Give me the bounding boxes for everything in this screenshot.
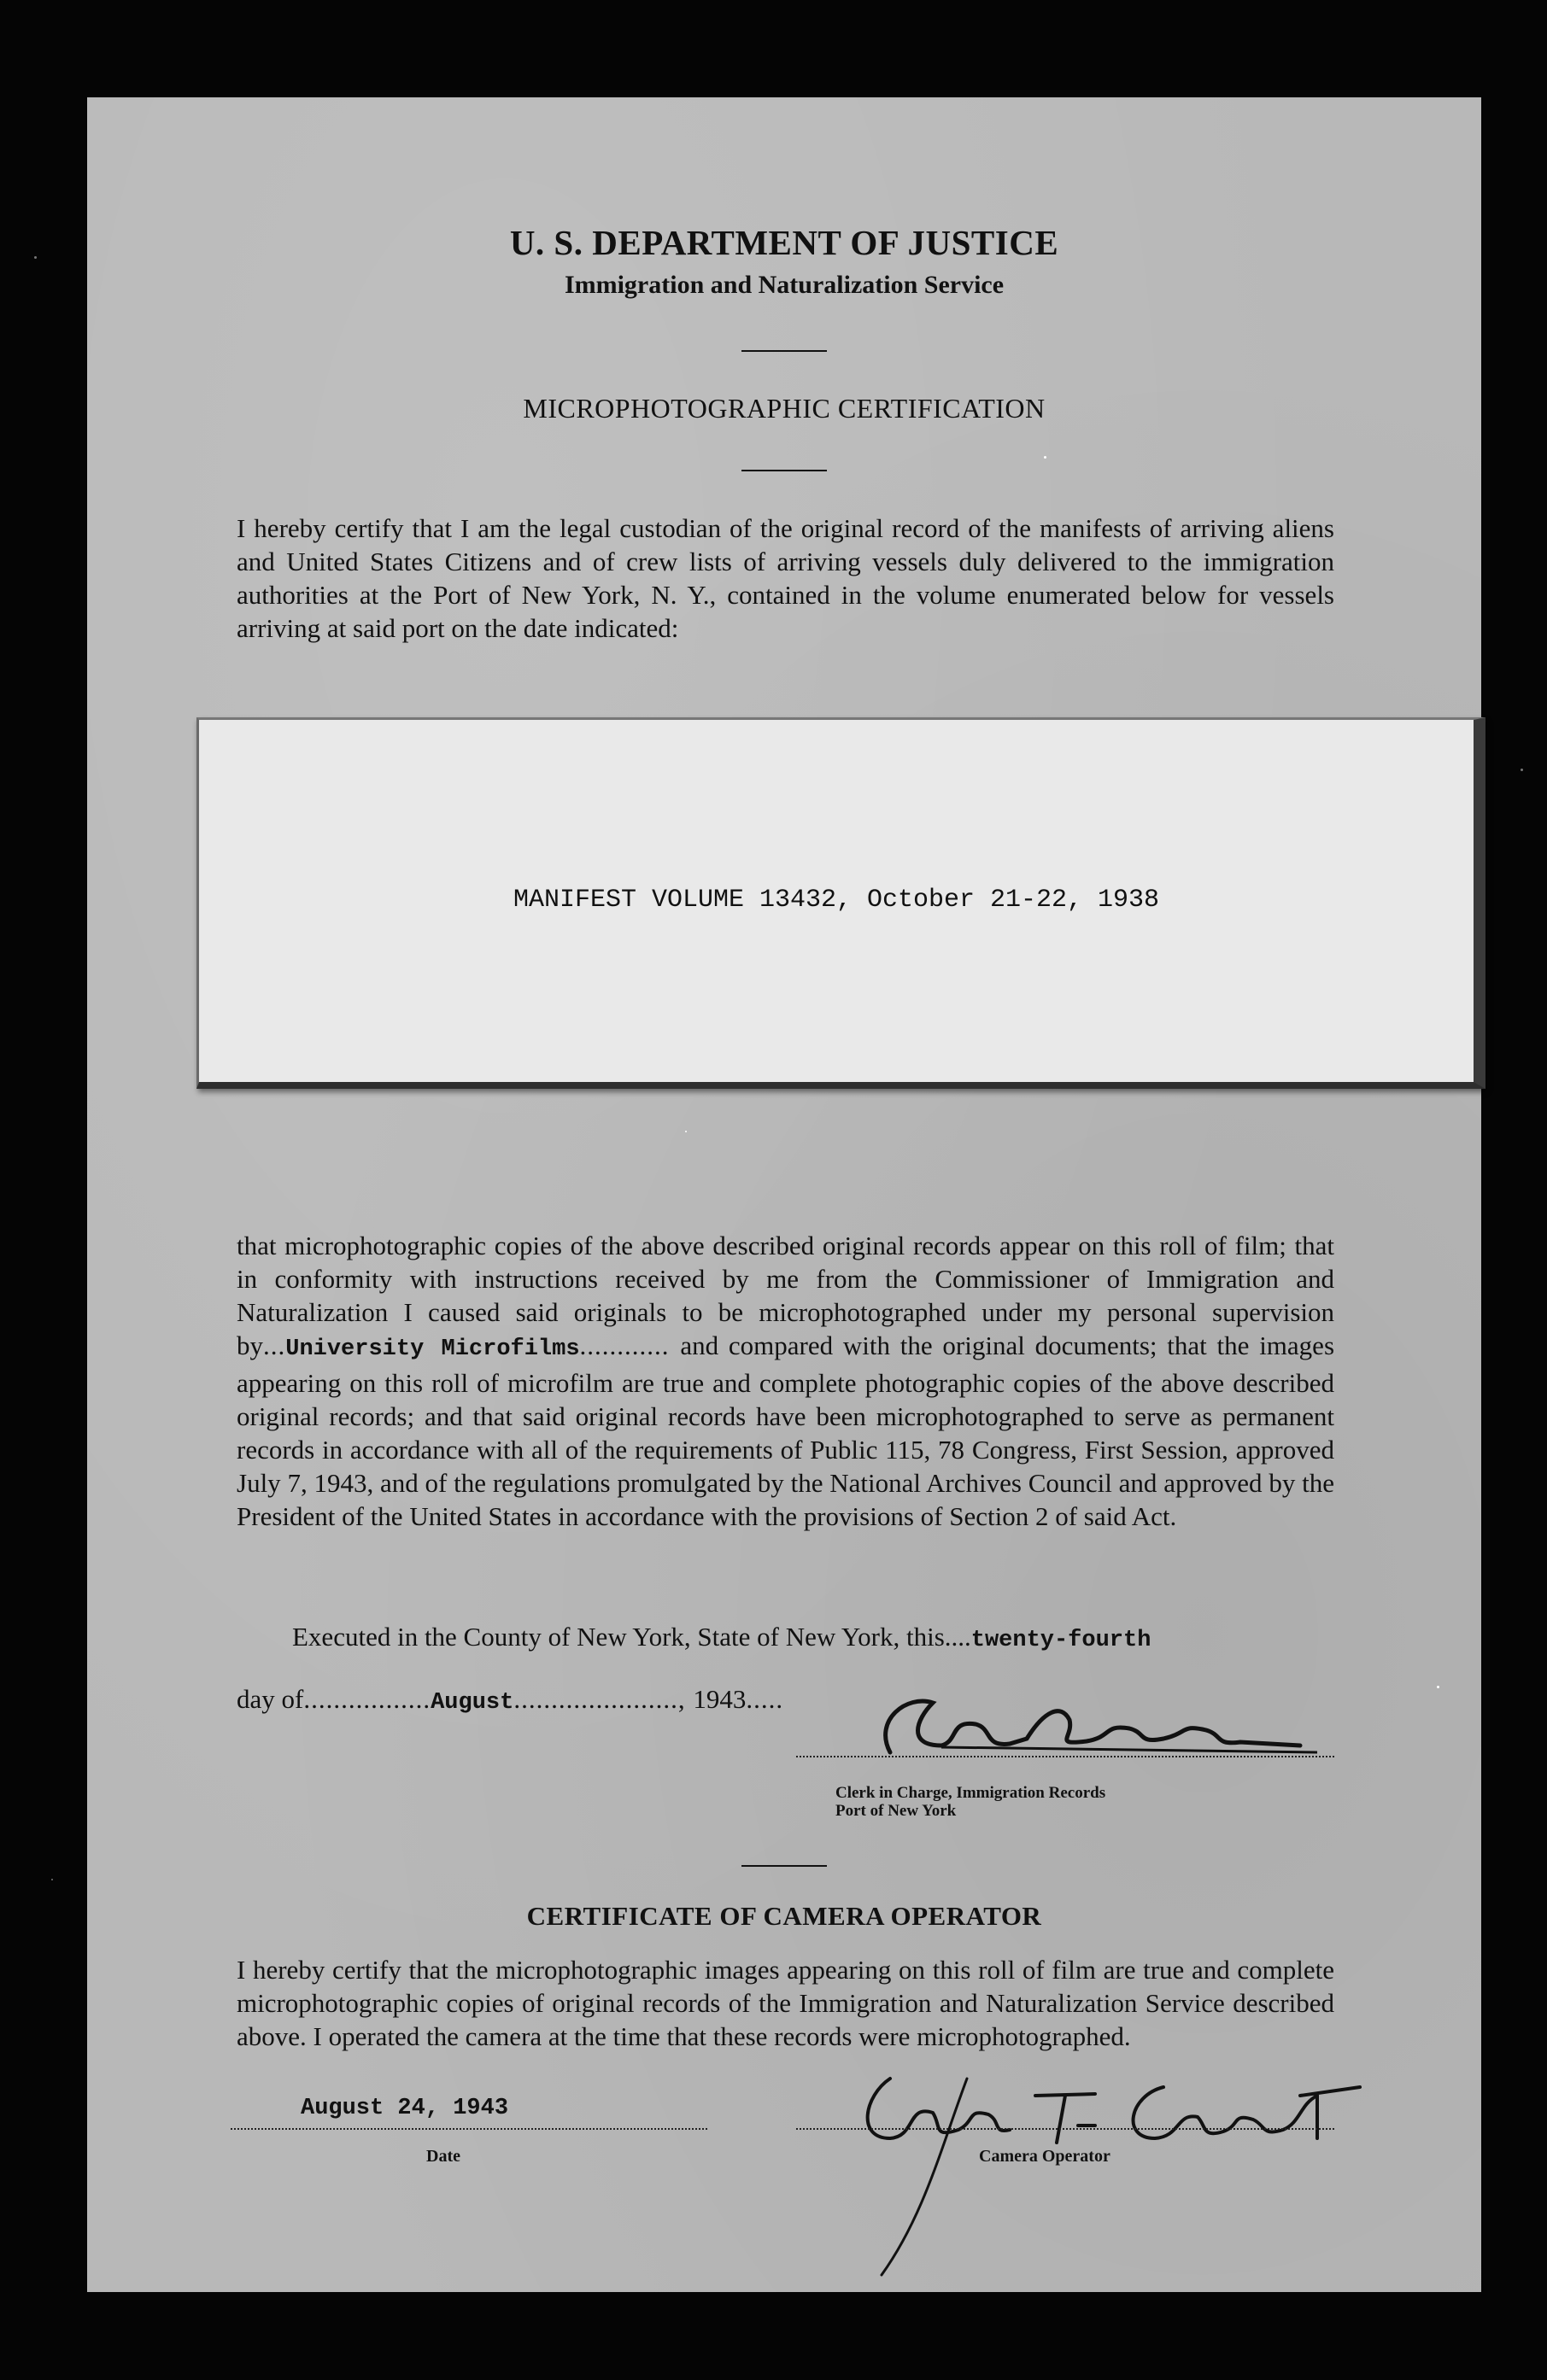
signature-line <box>796 1756 1334 1757</box>
microfilm-statement <box>237 1229 1334 1533</box>
record-slip <box>196 717 1485 1089</box>
signature-stroke <box>886 1701 1300 1752</box>
dotted-leader: ............ <box>579 1330 681 1360</box>
execution-year: 1943 <box>693 1684 747 1714</box>
execution-line <box>292 1622 1151 1653</box>
microfilm-company: University Microfilms <box>285 1336 580 1362</box>
film-speck <box>34 256 37 259</box>
film-speck <box>1044 456 1046 459</box>
film-speck <box>1437 1686 1439 1688</box>
execution-prefix: Executed in the County of New York, State of New York, this.... <box>292 1622 971 1652</box>
film-speck <box>51 1879 53 1880</box>
signature-stroke <box>1134 2087 1360 2138</box>
film-speck <box>1521 769 1523 771</box>
clerk-signature <box>856 1686 1334 1763</box>
operator-signature-line <box>796 2128 1334 2130</box>
dotted-leader: ......................, <box>513 1684 694 1714</box>
clerk-title-line2: Port of New York <box>835 1802 957 1820</box>
day-of-line <box>237 1684 783 1716</box>
camera-operator-statement: I hereby certify that the microphotographic images appearing on this roll of film are true and complete microphotographic copies of original records of the Immigration and Naturalization Service described above. I operated the camera at the time that these records were microphotographed. <box>237 1955 1334 2051</box>
day-of-label: day of <box>237 1684 304 1714</box>
date-label: Date <box>426 2147 460 2166</box>
dotted-leader: ..... <box>746 1684 784 1714</box>
camera-operator-heading: CERTIFICATE OF CAMERA OPERATOR <box>526 1901 1042 1931</box>
dotted-leader: ................. <box>303 1684 431 1714</box>
camera-operator-signature <box>839 2044 1368 2301</box>
divider <box>741 350 827 352</box>
signature-stroke <box>1035 2094 1095 2143</box>
clerk-title-line1: Clerk in Charge, Immigration Records <box>835 1784 1106 1802</box>
signature-underline <box>941 1747 1317 1752</box>
department-title: U. S. DEPARTMENT OF JUSTICE <box>509 223 1059 262</box>
certification-date: August 24, 1943 <box>301 2096 509 2121</box>
custodian-statement: I hereby certify that I am the legal custodian of the original record of the manifests of arriving aliens and United States Citizens and of crew lists of arriving vessels duly delivered to the immigration authorities at the Port of New York, N. Y., contained in the volume enumerated below for vessels arriving at said port on the date indicated: <box>237 513 1334 643</box>
signature-stroke <box>882 2079 967 2275</box>
certification-heading: MICROPHOTOGRAPHIC CERTIFICATION <box>523 393 1046 424</box>
camera-operator-label: Camera Operator <box>979 2147 1110 2166</box>
statement-part2: and compared with the original documents; that the images appearing on this roll of microfilm are true and complete photographic copies of the above described original records; and that said original records have been microphotographed to serve as permanent records in accordance with all of the requirements of Public 115, 78 Congress, First Session, approved July 7, 1943, and of the regulations promulgated by the National Archives Council and approved by the President of the United States in accordance with the provisions of Section 2 of said Act. <box>237 1330 1335 1531</box>
execution-day: twenty-fourth <box>970 1628 1151 1653</box>
dotted-leader: ... <box>263 1330 286 1360</box>
service-subtitle: Immigration and Naturalization Service <box>564 271 1005 299</box>
divider <box>741 1865 827 1867</box>
date-line <box>231 2128 707 2130</box>
manifest-volume-text: MANIFEST VOLUME 13432, October 21-22, 1938 <box>513 886 1160 915</box>
execution-month: August <box>431 1690 514 1716</box>
certificate-document <box>87 97 1481 2292</box>
clerk-title <box>835 1784 1105 1820</box>
film-speck <box>685 1131 687 1132</box>
divider <box>741 470 827 471</box>
statement-part1: that microphotographic copies of the above described original records appear on this roll of film; that in conformity with instructions received by me from the Commissioner of Immigration and Naturalization I caused said originals to be microphotographed under my personal supervision by <box>237 1231 1334 1360</box>
